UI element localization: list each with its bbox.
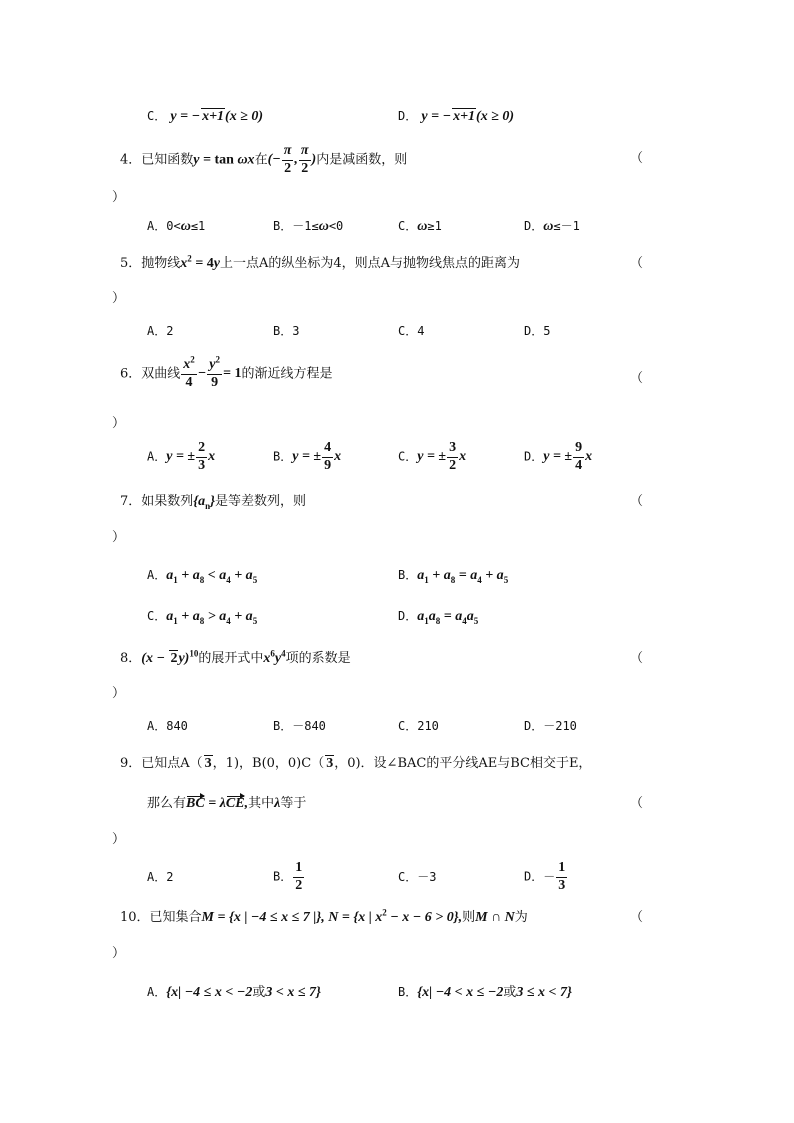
q10-sets: M = {x | −4 ≤ x ≤ 7 |}, N = {x | $x^2 - x - 6 > 0$}, [201, 907, 463, 925]
q4-interval: (− $\frac{\pi}{2}$ , $\frac{\pi}{2}$ ) [267, 143, 317, 176]
q5-stem: 5．抛物线$x^2 = 4y$上一点A的纵坐标为4，则点A与抛物线焦点的距离为 [120, 253, 521, 271]
q4-option-a: A．0<ω≤1 [147, 219, 206, 234]
q8-paren-close: ） [112, 686, 126, 701]
q5-paren-close: ） [112, 291, 126, 306]
q4-option-b: B．－1≤ω<0 [273, 219, 344, 234]
q10-option-b: B．{x| −4 < x ≤ −2或3 ≤ x < 7} [398, 984, 572, 1000]
q7-option-d: D．$a_1a_8 = a_4a_5$ [398, 609, 479, 626]
q6-option-c: C．y = ± $\frac{3}{2}$ x [398, 440, 467, 473]
q7-paren-open: （ [630, 494, 644, 509]
q5-paren-open: （ [630, 256, 644, 271]
q4-paren-close: ） [112, 190, 126, 205]
q10-paren-close: ） [112, 946, 126, 961]
q3-option-d: D． y = − x+1(x ≥ 0) [398, 109, 515, 124]
q10-stem: 10．已知集合M = {x | −4 ≤ x ≤ 7 |}, N = {x | $x^2 - x - 6 > 0$},则M ∩ N为 [120, 907, 528, 925]
q8-option-d: D．－210 [524, 719, 577, 733]
q8-term: $x^6y^4$ [263, 648, 286, 666]
q9-line1: 9．已知点A（ 3，1)，B(0，0)C（ 3，0)．设∠BAC的平分线AE与BC相交于E， [120, 756, 592, 771]
q10-paren-open: （ [630, 910, 644, 925]
q8-binomial: $(x - 2y)^{10}$ [141, 648, 199, 666]
q9-option-b: B． $\frac{1}{2}$ [273, 860, 303, 893]
q4-stem: 4．已知函数y = tan ωx在(− $\frac{\pi}{2}$ , $\frac{\pi}{2}$ )内是减函数，则 [120, 143, 408, 176]
q9-option-d: D．－ $\frac{1}{3}$ [524, 860, 566, 893]
q7-sequence: $\{a_n\}$ [193, 494, 216, 511]
q9-option-c: C．－3 [398, 870, 437, 884]
q8-paren-open: （ [630, 651, 644, 666]
q7-stem: 7．如果数列$\{a_n\}$是等差数列，则 [120, 494, 307, 511]
q6-option-d: D．y = ± $\frac{9}{4}$ x [524, 440, 593, 473]
q7-paren-close: ） [112, 530, 126, 545]
q10-option-a: A．{x| −4 ≤ x < −2或3 < x ≤ 7} [147, 984, 321, 1000]
q5-option-d: D．5 [524, 324, 551, 338]
q7-option-c: C．$a_1 + a_8 > a_4 + a_5$ [147, 609, 258, 626]
q9-paren-open: （ [630, 796, 644, 811]
q9-option-a: A．2 [147, 870, 174, 884]
q5-option-a: A．2 [147, 324, 174, 338]
q6-paren-open: （ [630, 371, 644, 386]
q7-option-a: A．$a_1 + a_8 < a_4 + a_5$ [147, 568, 258, 585]
q6-stem: 6．双曲线 $\frac{x^2}{4}$ − $\frac{y^2}{9}$ = 1的渐近线方程是 [120, 354, 333, 390]
q3-option-c: C． y = − x+1(x ≥ 0) [147, 109, 264, 124]
q9-vector-eq: BC = λCE, [186, 796, 249, 811]
q3-option-d-formula: y = − x+1(x ≥ 0) [421, 109, 515, 124]
q5-parabola: $x^2 = 4y$ [180, 253, 220, 271]
q8-stem: 8．$(x - 2y)^{10}$的展开式中$x^6y^4$项的系数是 [120, 648, 351, 666]
q6-paren-close: ） [112, 416, 126, 431]
q8-option-b: B．－840 [273, 719, 326, 733]
q6-hyperbola: $\frac{x^2}{4}$ − $\frac{y^2}{9}$ = 1 [183, 354, 242, 390]
q3-option-c-formula: y = − x+1(x ≥ 0) [170, 109, 264, 124]
q4-option-c: C．ω≥1 [398, 219, 442, 234]
q5-option-b: B．3 [273, 324, 300, 338]
q4-function: y = tan ωx [193, 152, 255, 168]
q8-option-c: C．210 [398, 719, 439, 733]
q9-line2: 那么有BC = λCE,其中λ等于 [147, 796, 307, 811]
q4-option-d: D．ω≤－1 [524, 219, 580, 234]
q5-option-c: C．4 [398, 324, 425, 338]
q6-option-b: B．y = ± $\frac{4}{9}$ x [273, 440, 342, 473]
q9-paren-close: ） [112, 832, 126, 847]
q4-paren-open: （ [630, 151, 644, 166]
q7-option-b: B．$a_1 + a_8 = a_4 + a_5$ [398, 568, 509, 585]
q8-option-a: A．840 [147, 719, 188, 733]
q6-option-a: A．y = ± $\frac{2}{3}$ x [147, 440, 216, 473]
